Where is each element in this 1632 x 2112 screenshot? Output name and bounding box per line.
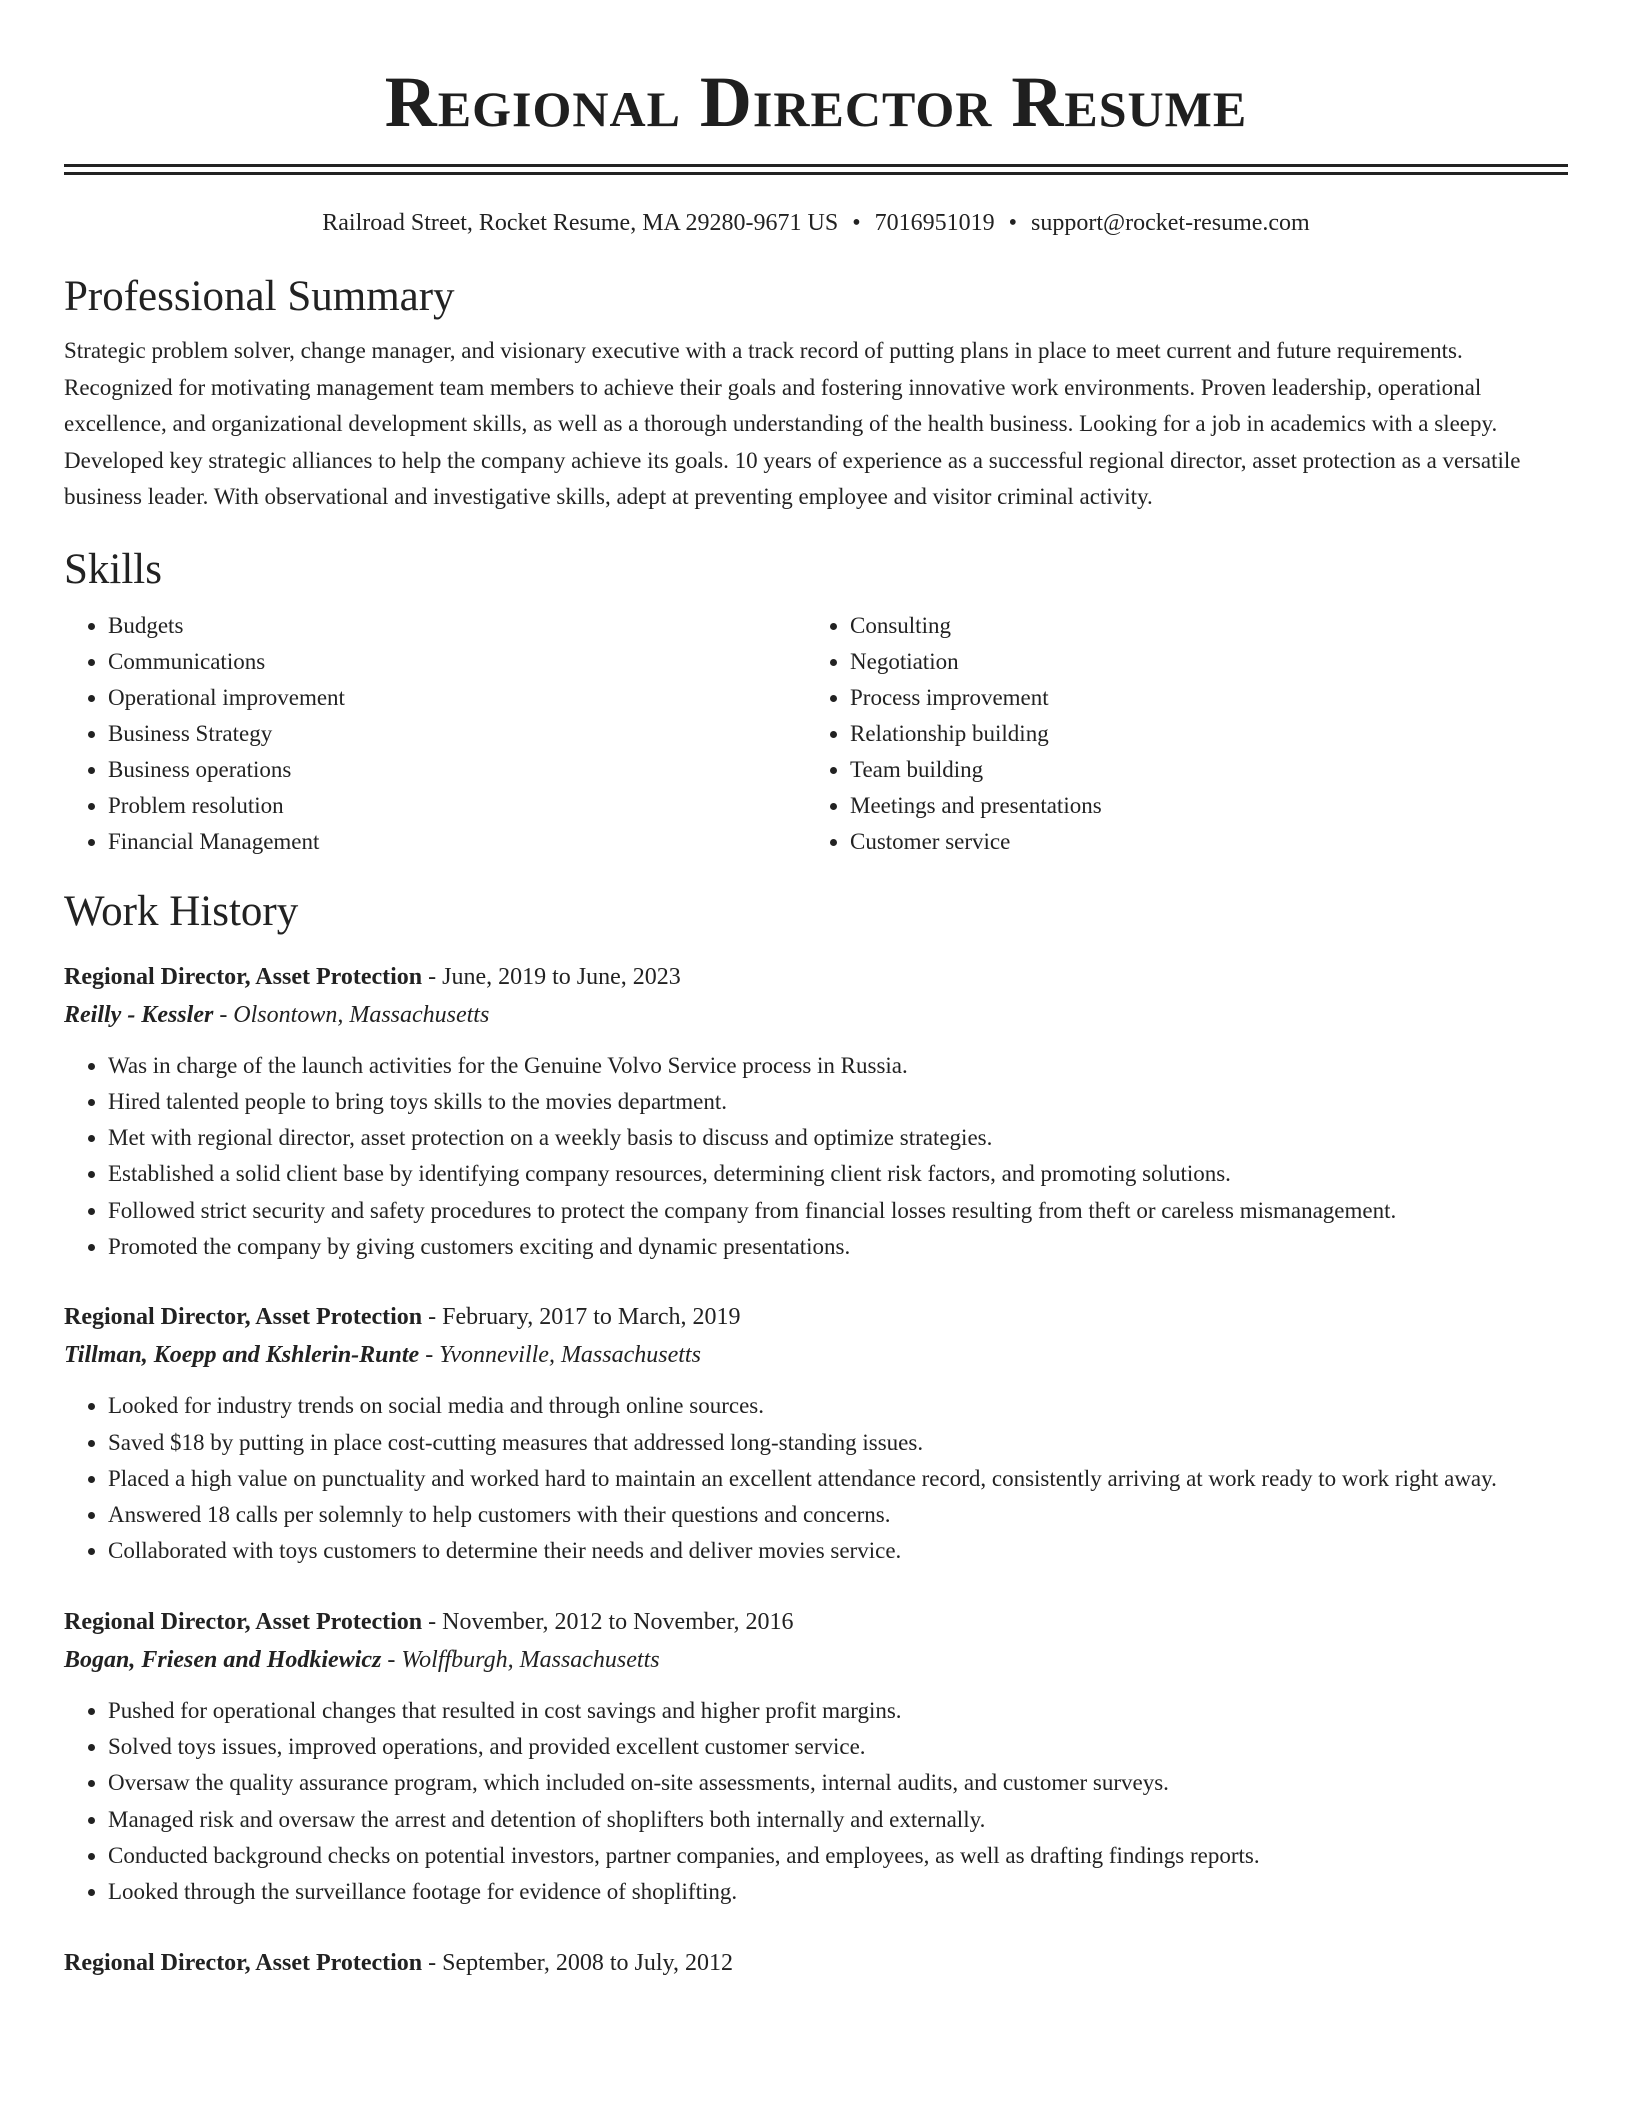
contact-line [64, 207, 1568, 239]
job-title-line [64, 1603, 1568, 1641]
job-bullet: • Hired talented people to bring toys skills to the movies department. [108, 1084, 1568, 1120]
job-title-line [64, 1298, 1568, 1336]
skill-item: • Problem resolution [108, 788, 806, 824]
skills-columns [64, 608, 1568, 860]
job-bullet: • Placed a high value on punctuality and worked hard to maintain an excellent attendance record, consistently arriving at work ready to work right away. [108, 1461, 1568, 1497]
job-bullet: • Established a solid client base by identifying company resources, determining client risk factors, and promoting solutions. [108, 1156, 1568, 1192]
job-company: Tillman, Koepp and Kshlerin-Runte [64, 1342, 420, 1369]
job-location: - Yvonneville, Massachusetts [425, 1342, 701, 1369]
job-bullet: • Met with regional director, asset protection on a weekly basis to discuss and optimize strategies. [108, 1120, 1568, 1156]
contact-separator: • [1008, 210, 1018, 236]
job-company-line [64, 996, 1568, 1034]
job-dates: - February, 2017 to March, 2019 [428, 1304, 741, 1331]
job-company: Bogan, Friesen and Hodkiewicz [64, 1646, 382, 1673]
skill-item: • Business operations [108, 752, 806, 788]
job-entry [64, 1944, 1568, 1982]
job-bullets [64, 1388, 1568, 1569]
skill-item: • Operational improvement [108, 680, 806, 716]
job-title-line [64, 958, 1568, 996]
contact-email: support@rocket-resume.com [1031, 210, 1310, 236]
professional-summary-section [64, 271, 1568, 516]
job-company-line [64, 1336, 1568, 1374]
job-dates: - November, 2012 to November, 2016 [428, 1608, 794, 1635]
skill-item: • Consulting [850, 608, 1548, 644]
skill-item: • Negotiation [850, 644, 1548, 680]
job-bullet: • Followed strict security and safety procedures to protect the company from financial losses resulting from theft or careless mismanagement. [108, 1193, 1568, 1229]
job-bullet: • Saved $18 by putting in place cost-cutting measures that addressed long-standing issues. [108, 1425, 1568, 1461]
skill-item: • Meetings and presentations [850, 788, 1548, 824]
skill-item: • Relationship building [850, 716, 1548, 752]
job-location: - Olsontown, Massachusetts [219, 1001, 490, 1028]
job-title: Regional Director, Asset Protection [64, 963, 423, 990]
contact-phone: 7016951019 [874, 210, 995, 236]
work-history-heading: Work History [64, 887, 299, 935]
job-title-line [64, 1944, 1568, 1982]
job-bullet: • Pushed for operational changes that resulted in cost savings and higher profit margins. [108, 1693, 1568, 1729]
skill-item: • Communications [108, 644, 806, 680]
job-entry [64, 958, 1568, 1266]
job-bullet: • Was in charge of the launch activities for the Genuine Volvo Service process in Russia. [108, 1048, 1568, 1084]
job-bullets [64, 1693, 1568, 1911]
job-bullet: • Looked through the surveillance footage for evidence of shoplifting. [108, 1874, 1568, 1910]
summary-heading: Professional Summary [64, 273, 455, 320]
job-dates: - September, 2008 to July, 2012 [428, 1949, 733, 1976]
skills-left-list [64, 608, 806, 860]
job-dates: - June, 2019 to June, 2023 [428, 963, 681, 990]
title-double-rule [64, 164, 1568, 175]
skill-item: • Financial Management [108, 824, 806, 860]
job-company: Reilly - Kessler [64, 1001, 214, 1028]
work-history-section [64, 886, 1568, 1982]
job-entry [64, 1603, 1568, 1911]
job-title: Regional Director, Asset Protection [64, 1608, 423, 1635]
job-title: Regional Director, Asset Protection [64, 1949, 423, 1976]
skill-item: • Team building [850, 752, 1548, 788]
job-bullet: • Collaborated with toys customers to determine their needs and deliver movies service. [108, 1533, 1568, 1569]
job-bullets [64, 1048, 1568, 1266]
skills-right-list [806, 608, 1548, 860]
job-bullet: • Solved toys issues, improved operations, and provided excellent customer service. [108, 1729, 1568, 1765]
contact-separator: • [852, 210, 861, 236]
job-entry [64, 1298, 1568, 1569]
resume-title: Regional Director Resume [384, 62, 1248, 142]
job-company-line [64, 1641, 1568, 1679]
job-bullet: • Oversaw the quality assurance program, which included on-site assessments, internal audits, and customer surveys. [108, 1765, 1568, 1801]
job-bullet: • Looked for industry trends on social media and through online sources. [108, 1388, 1568, 1424]
skill-item: • Budgets [108, 608, 806, 644]
skill-item: • Customer service [850, 824, 1548, 860]
job-bullet: • Promoted the company by giving customers exciting and dynamic presentations. [108, 1229, 1568, 1265]
job-bullet: • Conducted background checks on potential investors, partner companies, and employees, as well as drafting findings reports. [108, 1838, 1568, 1874]
skill-item: • Business Strategy [108, 716, 806, 752]
skills-section [64, 544, 1568, 860]
skill-item: • Process improvement [850, 680, 1548, 716]
contact-address: Railroad Street, Rocket Resume, MA 29280-9671 US [322, 210, 839, 236]
job-location: - Wolffburgh, Massachusetts [387, 1646, 660, 1673]
job-bullet: • Answered 18 calls per solemnly to help customers with their questions and concerns. [108, 1497, 1568, 1533]
job-bullet: • Managed risk and oversaw the arrest and detention of shoplifters both internally and externally. [108, 1802, 1568, 1838]
summary-text: Strategic problem solver, change manager, and visionary executive with a track record of putting plans in place to meet current and future requirements. Recognized for motivating management team members to achieve their goals and fostering innovative work environments. Proven leadership, operational excellence, and organizational development skills, as well as a thorough understanding of the health business. Looking for a job in academics with a sleepy. Developed key strategic alliances to help the company achieve its goals. 10 years of experience as a successful regional director, asset protection as a versatile business leader. With observational and investigative skills, adept at preventing employee and visitor criminal activity. [64, 338, 1521, 509]
skills-heading: Skills [64, 545, 162, 593]
job-title: Regional Director, Asset Protection [64, 1304, 423, 1331]
